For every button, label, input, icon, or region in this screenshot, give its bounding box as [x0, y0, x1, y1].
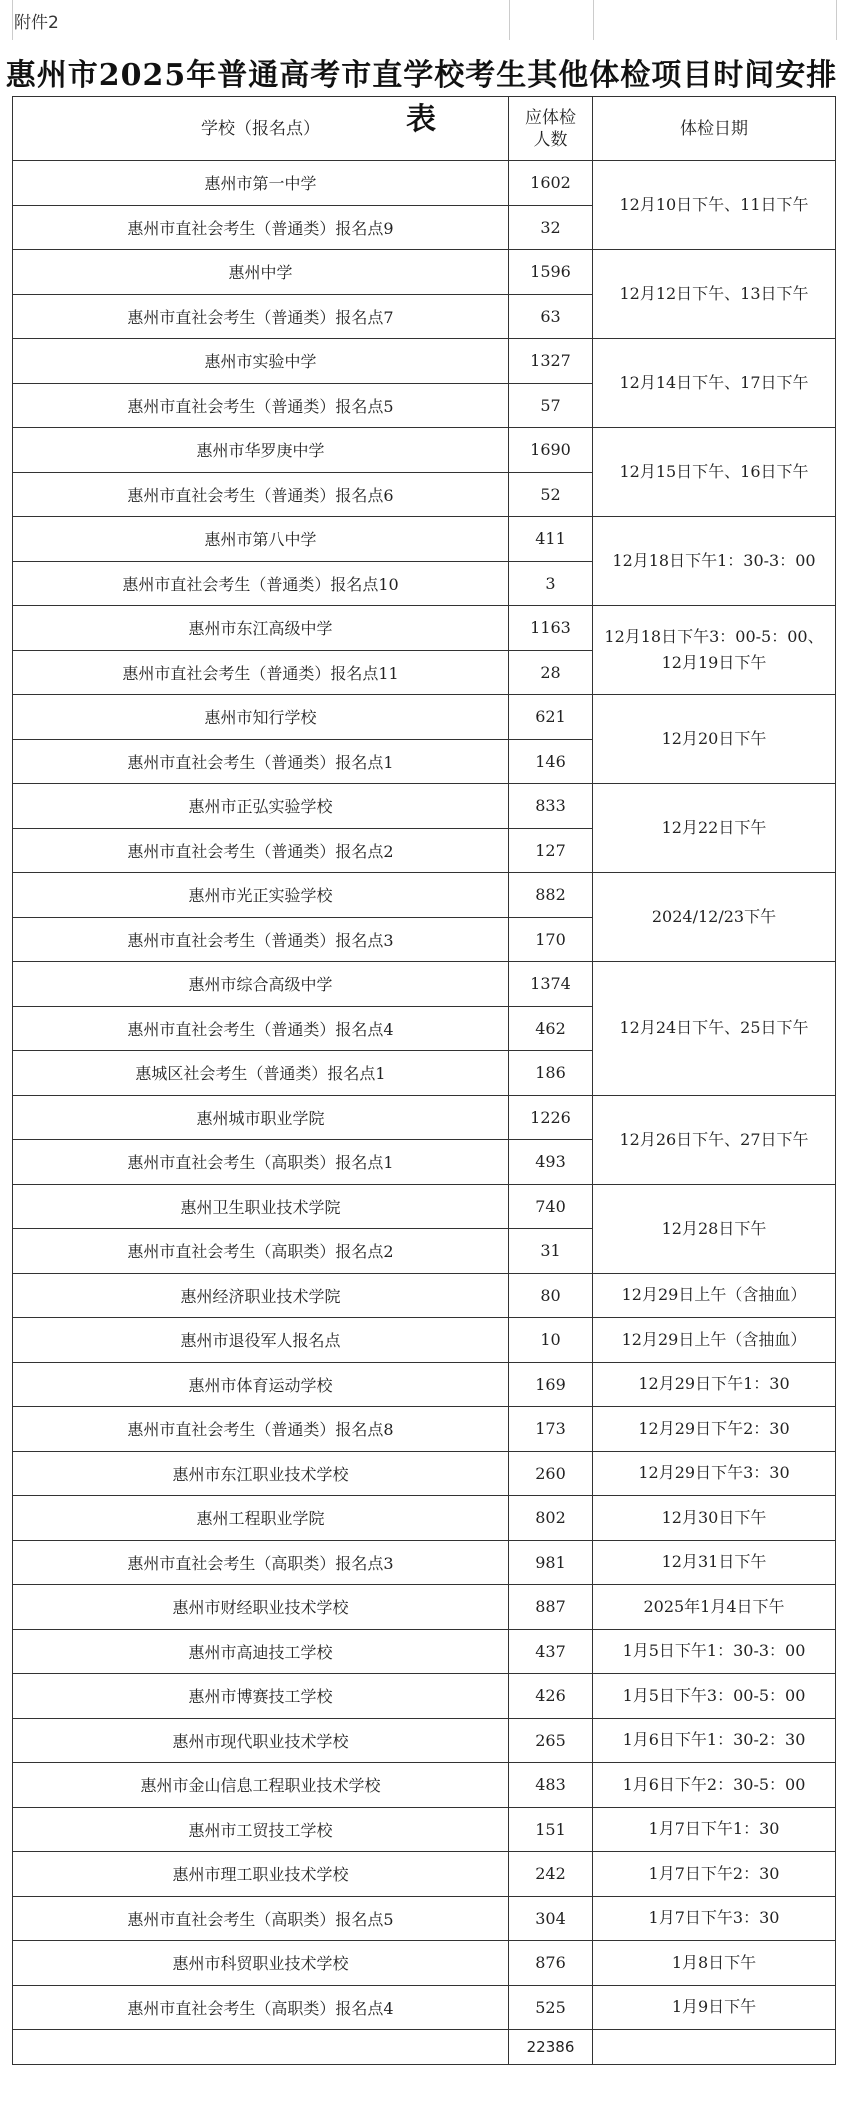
count-cell: 882 — [509, 873, 593, 918]
count-cell: 1596 — [509, 250, 593, 295]
school-cell: 惠州市直社会考生（普通类）报名点7 — [13, 294, 509, 339]
school-cell: 惠州卫生职业技术学院 — [13, 1184, 509, 1229]
table-row — [13, 1896, 836, 1941]
count-cell: 981 — [509, 1540, 593, 1585]
table-row — [13, 1273, 836, 1318]
date-cell: 1月7日下午2：30 — [593, 1852, 836, 1897]
date-cell: 1月6日下午2：30-5：00 — [593, 1763, 836, 1808]
count-cell: 265 — [509, 1718, 593, 1763]
table-header-row — [13, 97, 836, 161]
count-cell: 740 — [509, 1184, 593, 1229]
table-row — [13, 1451, 836, 1496]
school-cell: 惠州市直社会考生（高职类）报名点4 — [13, 1985, 509, 2030]
count-cell: 426 — [509, 1674, 593, 1719]
header-date: 体检日期 — [593, 97, 836, 161]
date-cell: 12月30日下午 — [593, 1496, 836, 1541]
date-cell: 12月29日下午1：30 — [593, 1362, 836, 1407]
date-cell: 1月7日下午1：30 — [593, 1807, 836, 1852]
date-cell: 1月6日下午1：30-2：30 — [593, 1718, 836, 1763]
school-cell: 惠州市直社会考生（普通类）报名点3 — [13, 917, 509, 962]
header-school: 学校（报名点） — [13, 97, 509, 161]
school-cell: 惠州市直社会考生（高职类）报名点2 — [13, 1229, 509, 1274]
count-cell: 28 — [509, 650, 593, 695]
table-row — [13, 1585, 836, 1630]
count-cell: 1163 — [509, 606, 593, 651]
count-cell: 3 — [509, 561, 593, 606]
total-date-blank-cell — [593, 2030, 836, 2065]
date-cell: 12月29日上午（含抽血） — [593, 1273, 836, 1318]
school-cell: 惠州市直社会考生（普通类）报名点2 — [13, 828, 509, 873]
school-cell: 惠州市直社会考生（高职类）报名点5 — [13, 1896, 509, 1941]
count-cell: 260 — [509, 1451, 593, 1496]
header-count: 应体检人数 — [509, 97, 593, 161]
school-cell: 惠州经济职业技术学院 — [13, 1273, 509, 1318]
table-row — [13, 1763, 836, 1808]
table-row — [13, 1318, 836, 1363]
date-cell: 1月5日下午3：00-5：00 — [593, 1674, 836, 1719]
count-cell: 462 — [509, 1006, 593, 1051]
total-row — [13, 2030, 836, 2065]
date-cell: 12月29日上午（含抽血） — [593, 1318, 836, 1363]
date-cell: 12月15日下午、16日下午 — [593, 428, 836, 517]
school-cell: 惠州市金山信息工程职业技术学校 — [13, 1763, 509, 1808]
school-cell: 惠州市直社会考生（普通类）报名点8 — [13, 1407, 509, 1452]
date-cell: 12月26日下午、27日下午 — [593, 1095, 836, 1184]
attachment-label: 附件2 — [14, 13, 59, 33]
table-row — [13, 784, 836, 829]
school-cell: 惠州市光正实验学校 — [13, 873, 509, 918]
count-cell: 169 — [509, 1362, 593, 1407]
school-cell: 惠州工程职业学院 — [13, 1496, 509, 1541]
document-title: 惠州市2025年普通高考市直学校考生其他体检项目时间安排表 — [5, 58, 838, 137]
school-cell: 惠州市高迪技工学校 — [13, 1629, 509, 1674]
table-row — [13, 428, 836, 473]
school-cell: 惠州市直社会考生（高职类）报名点3 — [13, 1540, 509, 1585]
date-cell: 12月20日下午 — [593, 695, 836, 784]
count-cell: 52 — [509, 472, 593, 517]
count-cell: 32 — [509, 205, 593, 250]
date-cell: 12月12日下午、13日下午 — [593, 250, 836, 339]
count-cell: 493 — [509, 1140, 593, 1185]
table-row — [13, 1540, 836, 1585]
school-cell: 惠州市东江职业技术学校 — [13, 1451, 509, 1496]
total-count-cell: 22386 — [509, 2030, 593, 2065]
school-cell: 惠州市现代职业技术学校 — [13, 1718, 509, 1763]
table-row — [13, 1941, 836, 1986]
table-body — [13, 161, 836, 2065]
date-cell: 1月8日下午 — [593, 1941, 836, 1986]
count-cell: 483 — [509, 1763, 593, 1808]
school-cell: 惠州市第一中学 — [13, 161, 509, 206]
count-cell: 127 — [509, 828, 593, 873]
count-cell: 170 — [509, 917, 593, 962]
count-cell: 411 — [509, 517, 593, 562]
school-cell: 惠州市直社会考生（普通类）报名点9 — [13, 205, 509, 250]
school-cell: 惠州市东江高级中学 — [13, 606, 509, 651]
date-cell: 12月22日下午 — [593, 784, 836, 873]
table-row — [13, 1674, 836, 1719]
date-cell: 2024/12/23下午 — [593, 873, 836, 962]
school-cell: 惠州市体育运动学校 — [13, 1362, 509, 1407]
date-cell: 12月29日下午2：30 — [593, 1407, 836, 1452]
school-cell: 惠州市直社会考生（普通类）报名点1 — [13, 739, 509, 784]
count-cell: 1690 — [509, 428, 593, 473]
school-cell: 惠州市直社会考生（普通类）报名点4 — [13, 1006, 509, 1051]
count-cell: 146 — [509, 739, 593, 784]
school-cell: 惠州市实验中学 — [13, 339, 509, 384]
table-row — [13, 606, 836, 651]
table-row — [13, 339, 836, 384]
total-blank-cell — [13, 2030, 509, 2065]
school-cell: 惠州城市职业学院 — [13, 1095, 509, 1140]
table-row — [13, 1807, 836, 1852]
table-row — [13, 873, 836, 918]
date-cell: 1月5日下午1：30-3：00 — [593, 1629, 836, 1674]
table-row — [13, 517, 836, 562]
table-row — [13, 250, 836, 295]
count-cell: 242 — [509, 1852, 593, 1897]
school-cell: 惠州市直社会考生（普通类）报名点6 — [13, 472, 509, 517]
count-cell: 802 — [509, 1496, 593, 1541]
table-row — [13, 1629, 836, 1674]
school-cell: 惠州市财经职业技术学校 — [13, 1585, 509, 1630]
date-cell: 12月29日下午3：30 — [593, 1451, 836, 1496]
count-cell: 1327 — [509, 339, 593, 384]
school-cell: 惠州市直社会考生（普通类）报名点10 — [13, 561, 509, 606]
table-row — [13, 962, 836, 1007]
count-cell: 833 — [509, 784, 593, 829]
count-cell: 437 — [509, 1629, 593, 1674]
count-cell: 1374 — [509, 962, 593, 1007]
school-cell: 惠城区社会考生（普通类）报名点1 — [13, 1051, 509, 1096]
count-cell: 1602 — [509, 161, 593, 206]
count-cell: 1226 — [509, 1095, 593, 1140]
table-row — [13, 1496, 836, 1541]
school-cell: 惠州市直社会考生（普通类）报名点11 — [13, 650, 509, 695]
schedule-table — [12, 96, 836, 2065]
school-cell: 惠州市科贸职业技术学校 — [13, 1941, 509, 1986]
date-cell: 2025年1月4日下午 — [593, 1585, 836, 1630]
table-row — [13, 695, 836, 740]
table-row — [13, 161, 836, 206]
school-cell: 惠州市博赛技工学校 — [13, 1674, 509, 1719]
count-cell: 173 — [509, 1407, 593, 1452]
school-cell: 惠州市知行学校 — [13, 695, 509, 740]
count-cell: 525 — [509, 1985, 593, 2030]
date-cell: 1月7日下午3：30 — [593, 1896, 836, 1941]
table-row — [13, 1184, 836, 1229]
count-cell: 151 — [509, 1807, 593, 1852]
count-cell: 80 — [509, 1273, 593, 1318]
count-cell: 10 — [509, 1318, 593, 1363]
table-row — [13, 1095, 836, 1140]
date-cell: 12月18日下午1：30-3：00 — [593, 517, 836, 606]
school-cell: 惠州市第八中学 — [13, 517, 509, 562]
date-cell: 12月28日下午 — [593, 1184, 836, 1273]
count-cell: 31 — [509, 1229, 593, 1274]
count-cell: 57 — [509, 383, 593, 428]
count-cell: 887 — [509, 1585, 593, 1630]
count-cell: 621 — [509, 695, 593, 740]
sheet-top-gridlines — [12, 0, 836, 40]
date-cell: 1月9日下午 — [593, 1985, 836, 2030]
table-row — [13, 1852, 836, 1897]
date-cell: 12月31日下午 — [593, 1540, 836, 1585]
school-cell: 惠州市理工职业技术学校 — [13, 1852, 509, 1897]
table-row — [13, 1362, 836, 1407]
table-row — [13, 1718, 836, 1763]
date-cell: 12月10日下午、11日下午 — [593, 161, 836, 250]
table-row — [13, 1407, 836, 1452]
school-cell: 惠州市直社会考生（高职类）报名点1 — [13, 1140, 509, 1185]
table-row — [13, 1985, 836, 2030]
school-cell: 惠州市正弘实验学校 — [13, 784, 509, 829]
school-cell: 惠州市退役军人报名点 — [13, 1318, 509, 1363]
school-cell: 惠州市华罗庚中学 — [13, 428, 509, 473]
school-cell: 惠州市工贸技工学校 — [13, 1807, 509, 1852]
count-cell: 876 — [509, 1941, 593, 1986]
school-cell: 惠州中学 — [13, 250, 509, 295]
count-cell: 186 — [509, 1051, 593, 1096]
count-cell: 63 — [509, 294, 593, 339]
count-cell: 304 — [509, 1896, 593, 1941]
date-cell: 12月18日下午3：00-5：00、12月19日下午 — [593, 606, 836, 695]
school-cell: 惠州市综合高级中学 — [13, 962, 509, 1007]
school-cell: 惠州市直社会考生（普通类）报名点5 — [13, 383, 509, 428]
date-cell: 12月24日下午、25日下午 — [593, 962, 836, 1096]
date-cell: 12月14日下午、17日下午 — [593, 339, 836, 428]
